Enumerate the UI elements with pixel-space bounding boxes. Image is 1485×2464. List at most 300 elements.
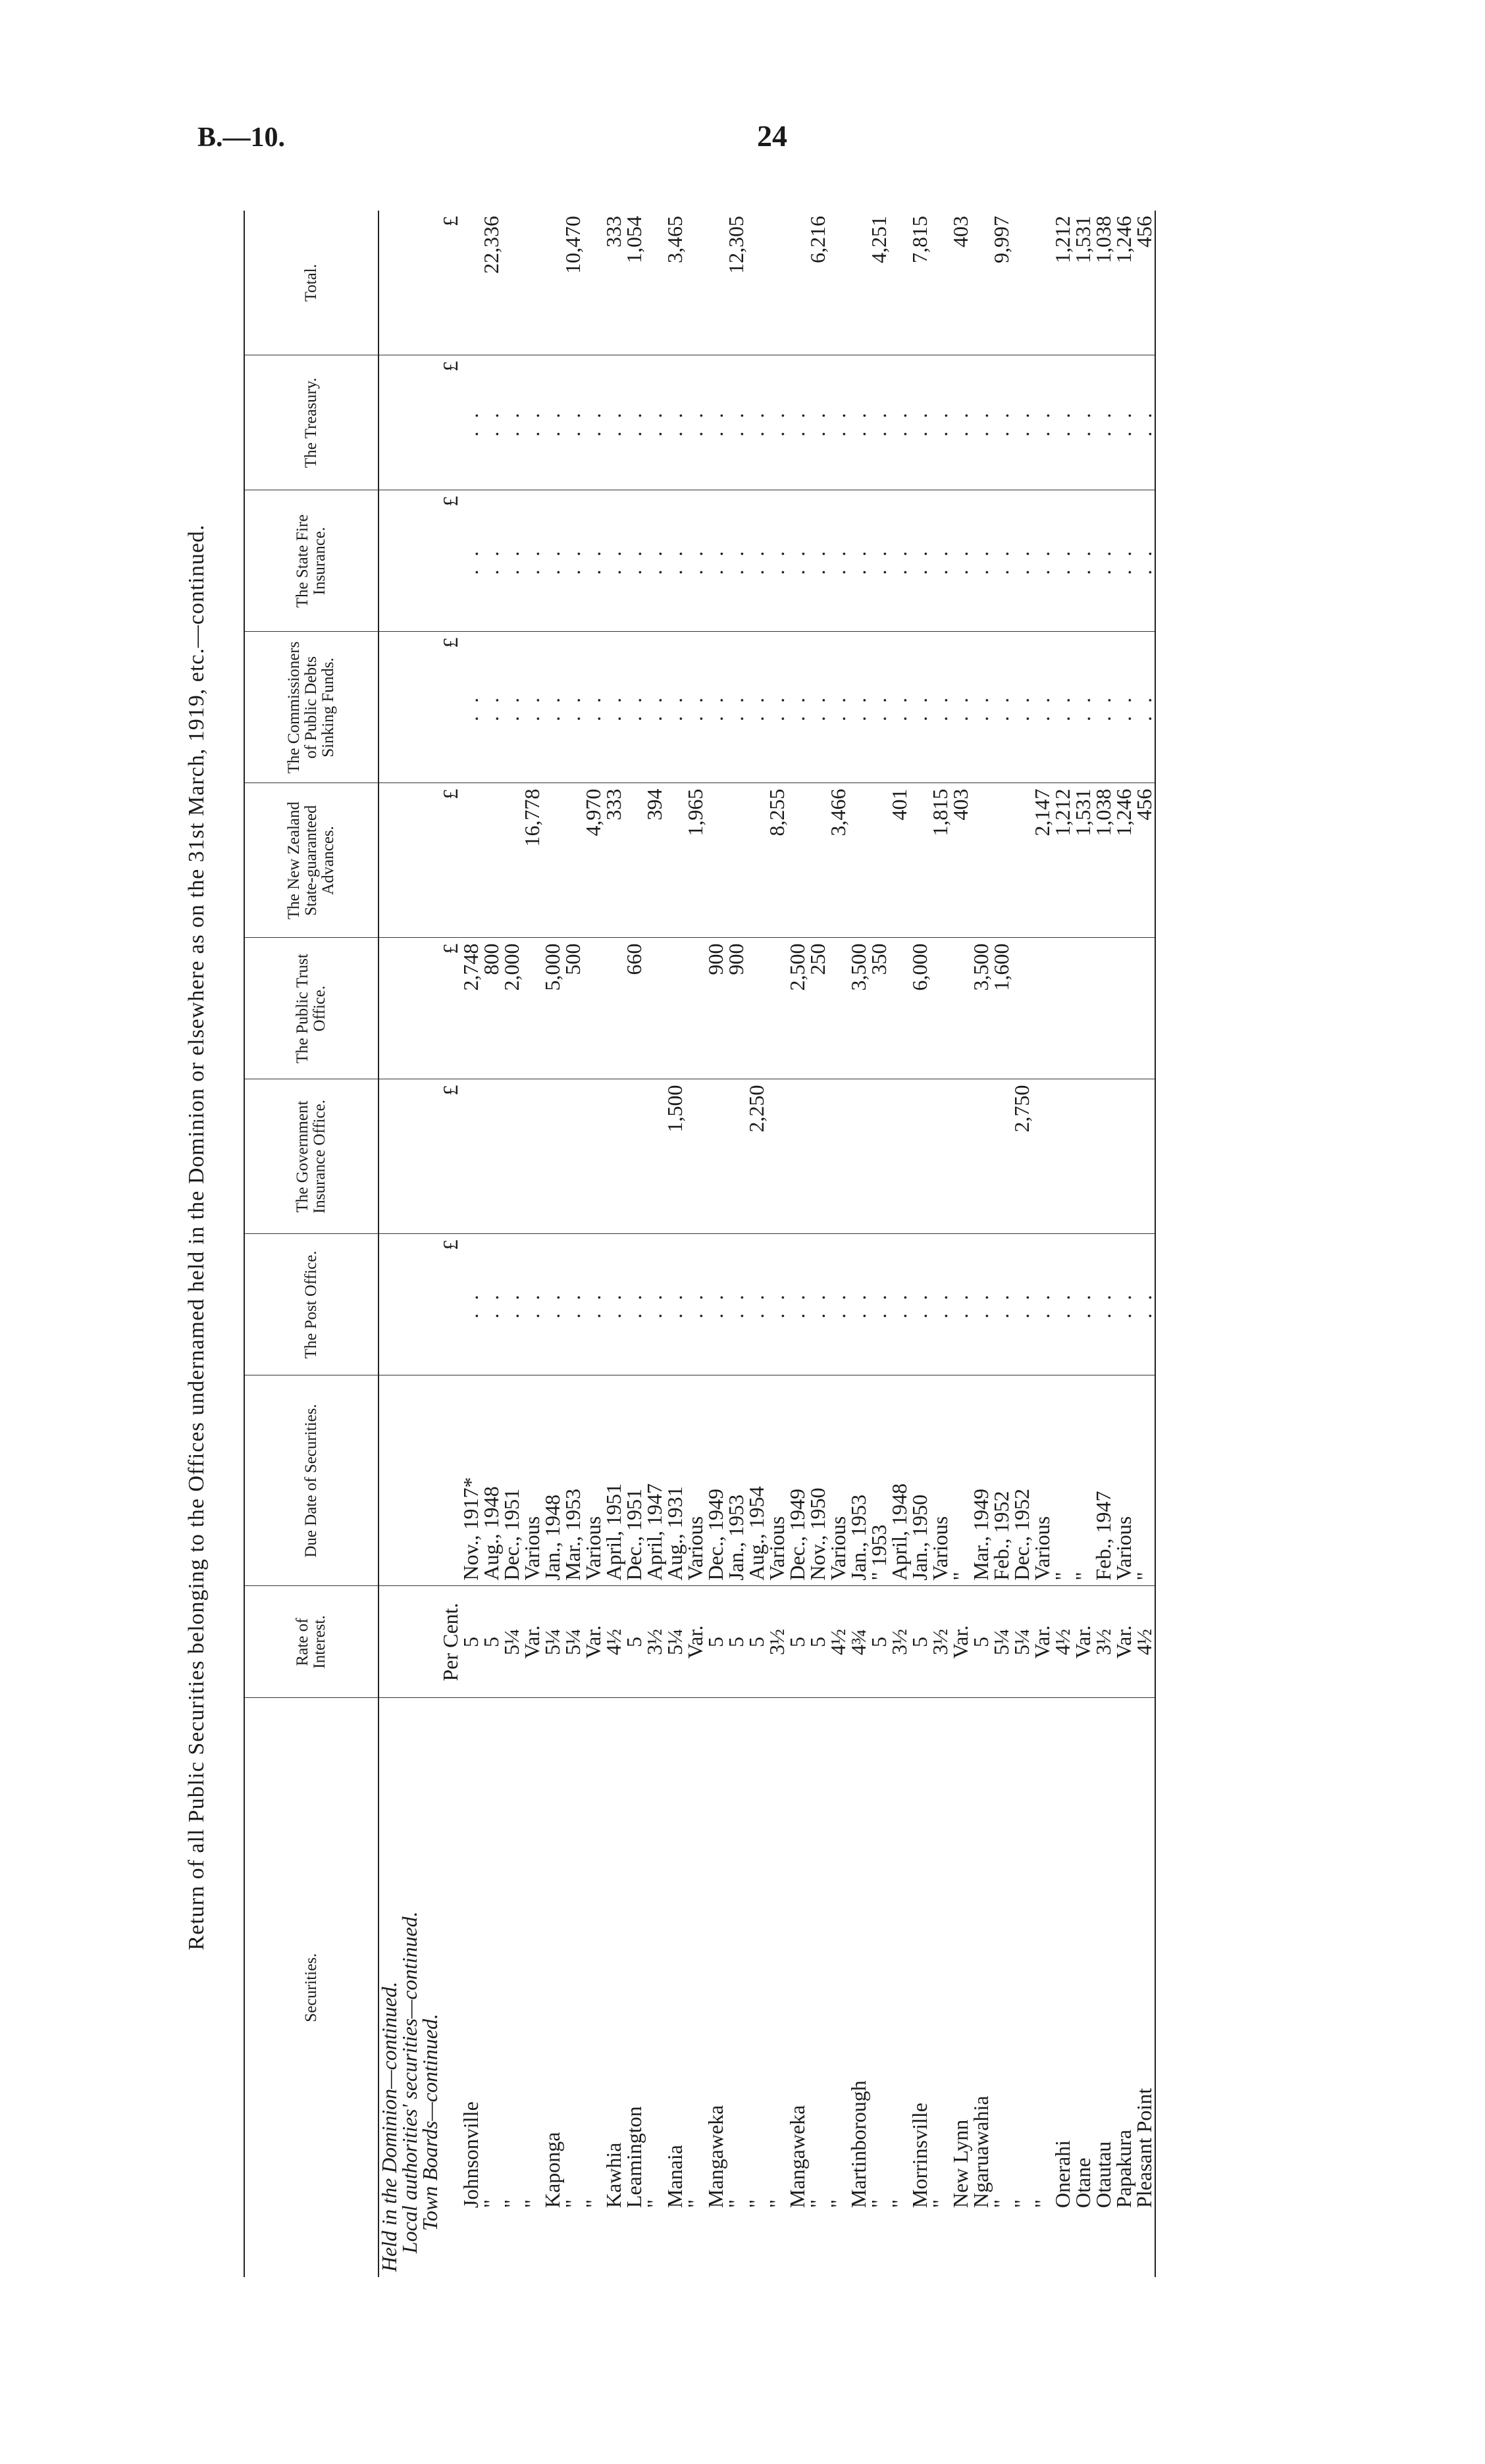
commissioners-cell: . . bbox=[522, 632, 542, 783]
post-office-cell: . . bbox=[461, 1234, 481, 1375]
govt-insurance-cell bbox=[828, 1079, 848, 1234]
commissioners-cell: . . bbox=[848, 632, 869, 783]
table-row bbox=[461, 211, 481, 2277]
total-cell bbox=[461, 211, 481, 355]
total-cell: 403 bbox=[951, 211, 971, 355]
table-row bbox=[665, 211, 685, 2277]
rate-cell: 3½ bbox=[889, 1586, 910, 1698]
commissioners-cell: . . bbox=[889, 632, 910, 783]
heading-town: Town Boards—continued. bbox=[418, 2013, 442, 2231]
security-name: " bbox=[887, 2199, 911, 2208]
commissioners-cell: . . bbox=[808, 632, 828, 783]
table-row bbox=[624, 211, 644, 2277]
post-office-cell: . . bbox=[583, 1234, 604, 1375]
commissioners-cell: . . bbox=[767, 632, 787, 783]
rate-cell: 4¾ bbox=[848, 1586, 869, 1698]
total-cell bbox=[746, 211, 767, 355]
col-total: Total. bbox=[244, 211, 378, 355]
state-fire-cell: . . bbox=[1134, 490, 1155, 632]
post-office-cell: . . bbox=[685, 1234, 706, 1375]
security-name: Mangaweka bbox=[785, 2105, 809, 2208]
col-govt-insurance: The Government Insurance Office. bbox=[244, 1079, 378, 1234]
state-fire-cell: . . bbox=[563, 490, 583, 632]
header-row bbox=[244, 211, 378, 2277]
public-trust-cell: 660 bbox=[624, 938, 644, 1079]
table-row bbox=[991, 211, 1012, 2277]
col-rate: Rate of Interest. bbox=[244, 1586, 378, 1698]
public-trust-cell: 1,600 bbox=[991, 938, 1012, 1079]
state-advances-cell: 1,531 bbox=[1073, 783, 1093, 938]
due-cell: April, 1948 bbox=[889, 1375, 910, 1586]
state-fire-cell: . . bbox=[767, 490, 787, 632]
treasury-cell: . . bbox=[787, 355, 808, 490]
post-office-cell: . . bbox=[481, 1234, 502, 1375]
state-advances-cell bbox=[910, 783, 930, 938]
state-advances-cell bbox=[746, 783, 767, 938]
post-office-cell: . . bbox=[522, 1234, 542, 1375]
post-office-cell: . . bbox=[1114, 1234, 1134, 1375]
treasury-cell: . . bbox=[1073, 355, 1093, 490]
rotated-table-page bbox=[171, 197, 1409, 2290]
due-cell: Nov., 1950 bbox=[808, 1375, 828, 1586]
heading-local: Local authorities' securities—continued. bbox=[398, 1911, 421, 2253]
table-row bbox=[787, 211, 808, 2277]
state-fire-cell: . . bbox=[889, 490, 910, 632]
table-row bbox=[644, 211, 665, 2277]
govt-insurance-cell bbox=[685, 1079, 706, 1234]
security-name: Otane bbox=[1071, 2157, 1095, 2208]
security-name: Ngaruawahia bbox=[969, 2095, 993, 2208]
commissioners-cell: . . bbox=[787, 632, 808, 783]
table-row bbox=[583, 211, 604, 2277]
treasury-cell: . . bbox=[502, 355, 522, 490]
commissioners-cell: . . bbox=[1032, 632, 1053, 783]
rate-cell: 4½ bbox=[1053, 1586, 1073, 1698]
security-name: " bbox=[561, 2199, 585, 2208]
treasury-cell: . . bbox=[1032, 355, 1053, 490]
rate-cell: 5 bbox=[726, 1586, 746, 1698]
govt-insurance-cell bbox=[767, 1079, 787, 1234]
govt-insurance-cell bbox=[991, 1079, 1012, 1234]
security-name: Mangaweka bbox=[704, 2105, 727, 2208]
rate-cell: 4½ bbox=[828, 1586, 848, 1698]
treasury-cell: . . bbox=[604, 355, 624, 490]
table-row bbox=[1114, 211, 1134, 2277]
state-advances-cell bbox=[971, 783, 991, 938]
security-name: Leamington bbox=[622, 2106, 646, 2208]
security-name: " bbox=[1030, 2199, 1054, 2208]
state-advances-cell: 16,778 bbox=[522, 783, 542, 938]
public-trust-cell bbox=[685, 938, 706, 1079]
state-fire-cell: . . bbox=[910, 490, 930, 632]
state-fire-cell: . . bbox=[583, 490, 604, 632]
security-name: Kaponga bbox=[540, 2132, 564, 2208]
total-cell bbox=[522, 211, 542, 355]
due-cell: Dec., 1949 bbox=[706, 1375, 726, 1586]
public-trust-cell bbox=[889, 938, 910, 1079]
total-cell bbox=[767, 211, 787, 355]
treasury-cell: . . bbox=[991, 355, 1012, 490]
treasury-cell: . . bbox=[1134, 355, 1155, 490]
public-trust-cell: 5,000 bbox=[542, 938, 563, 1079]
post-office-cell: . . bbox=[767, 1234, 787, 1375]
post-office-cell: . . bbox=[624, 1234, 644, 1375]
col-treasury: The Treasury. bbox=[244, 355, 378, 490]
units-row bbox=[440, 211, 461, 2277]
table-row bbox=[1012, 211, 1032, 2277]
state-fire-cell: . . bbox=[746, 490, 767, 632]
post-office-cell: . . bbox=[1134, 1234, 1155, 1375]
govt-insurance-cell bbox=[910, 1079, 930, 1234]
due-cell: Various bbox=[767, 1375, 787, 1586]
security-name: Pleasant Point bbox=[1134, 1698, 1155, 2277]
post-office-cell: . . bbox=[706, 1234, 726, 1375]
due-cell: Various bbox=[1032, 1375, 1053, 1586]
govt-insurance-cell bbox=[808, 1079, 828, 1234]
total-cell bbox=[706, 211, 726, 355]
commissioners-cell: . . bbox=[624, 632, 644, 783]
post-office-cell: . . bbox=[1053, 1234, 1073, 1375]
due-cell: " bbox=[1053, 1375, 1073, 1586]
security-name: " bbox=[928, 2199, 952, 2208]
total-cell bbox=[889, 211, 910, 355]
state-advances-cell: 3,466 bbox=[828, 783, 848, 938]
page-number: 24 bbox=[757, 119, 787, 153]
public-trust-cell: 900 bbox=[726, 938, 746, 1079]
post-office-cell: . . bbox=[542, 1234, 563, 1375]
table-row bbox=[930, 211, 951, 2277]
security-name: " bbox=[642, 2199, 666, 2208]
rate-cell: 5 bbox=[706, 1586, 726, 1698]
post-office-cell: . . bbox=[971, 1234, 991, 1375]
public-trust-cell bbox=[604, 938, 624, 1079]
rate-cell: 5¼ bbox=[502, 1586, 522, 1698]
total-cell bbox=[848, 211, 869, 355]
total-cell bbox=[828, 211, 848, 355]
unit-rate: Per Cent. bbox=[440, 1586, 461, 1698]
table-row bbox=[910, 211, 930, 2277]
state-advances-cell bbox=[1012, 783, 1032, 938]
state-fire-cell: . . bbox=[869, 490, 889, 632]
col-post-office: The Post Office. bbox=[244, 1234, 378, 1375]
govt-insurance-cell: 2,750 bbox=[1012, 1079, 1032, 1234]
treasury-cell: . . bbox=[685, 355, 706, 490]
state-fire-cell: . . bbox=[706, 490, 726, 632]
security-name: " bbox=[479, 2199, 503, 2208]
unit-money: £ bbox=[440, 211, 461, 355]
due-cell: Jan., 1948 bbox=[542, 1375, 563, 1586]
public-trust-cell: 250 bbox=[808, 938, 828, 1079]
table-row bbox=[1073, 211, 1093, 2277]
state-advances-cell: 401 bbox=[889, 783, 910, 938]
state-advances-cell bbox=[869, 783, 889, 938]
commissioners-cell: . . bbox=[706, 632, 726, 783]
security-name: " bbox=[581, 2199, 605, 2208]
public-trust-cell: 3,500 bbox=[971, 938, 991, 1079]
rate-cell: 5 bbox=[624, 1586, 644, 1698]
table-row bbox=[869, 211, 889, 2277]
unit-money: £ bbox=[440, 632, 461, 783]
due-cell: Jan., 1953 bbox=[848, 1375, 869, 1586]
post-office-cell: . . bbox=[502, 1234, 522, 1375]
table-row bbox=[685, 211, 706, 2277]
state-advances-cell: 4,970 bbox=[583, 783, 604, 938]
due-cell: Various bbox=[685, 1375, 706, 1586]
govt-insurance-cell bbox=[848, 1079, 869, 1234]
govt-insurance-cell bbox=[1073, 1079, 1093, 1234]
post-office-cell: . . bbox=[644, 1234, 665, 1375]
rate-cell: Var. bbox=[1073, 1586, 1093, 1698]
public-trust-cell bbox=[665, 938, 685, 1079]
state-fire-cell: . . bbox=[848, 490, 869, 632]
heading-held: Held in the Dominion—continued. bbox=[377, 1982, 401, 2272]
due-cell: Dec., 1952 bbox=[1012, 1375, 1032, 1586]
state-fire-cell: . . bbox=[481, 490, 502, 632]
treasury-cell: . . bbox=[971, 355, 991, 490]
commissioners-cell: . . bbox=[563, 632, 583, 783]
treasury-cell: . . bbox=[583, 355, 604, 490]
post-office-cell: . . bbox=[930, 1234, 951, 1375]
total-cell: 1,531 bbox=[1073, 211, 1093, 355]
treasury-cell: . . bbox=[461, 355, 481, 490]
commissioners-cell: . . bbox=[869, 632, 889, 783]
post-office-cell: . . bbox=[991, 1234, 1012, 1375]
treasury-cell: . . bbox=[726, 355, 746, 490]
commissioners-cell: . . bbox=[604, 632, 624, 783]
state-advances-cell: 8,255 bbox=[767, 783, 787, 938]
total-cell: 456 bbox=[1134, 211, 1155, 355]
commissioners-cell: . . bbox=[746, 632, 767, 783]
rate-cell: 5 bbox=[808, 1586, 828, 1698]
treasury-cell: . . bbox=[1093, 355, 1114, 490]
post-office-cell: . . bbox=[848, 1234, 869, 1375]
total-cell bbox=[971, 211, 991, 355]
rate-cell: 3½ bbox=[644, 1586, 665, 1698]
govt-insurance-cell bbox=[951, 1079, 971, 1234]
table-row bbox=[951, 211, 971, 2277]
unit-money: £ bbox=[440, 938, 461, 1079]
total-cell: 4,251 bbox=[869, 211, 889, 355]
post-office-cell: . . bbox=[869, 1234, 889, 1375]
table-row bbox=[971, 211, 991, 2277]
public-trust-cell bbox=[767, 938, 787, 1079]
govt-insurance-cell bbox=[1114, 1079, 1134, 1234]
due-cell: Various bbox=[522, 1375, 542, 1586]
state-fire-cell: . . bbox=[787, 490, 808, 632]
commissioners-cell: . . bbox=[1073, 632, 1093, 783]
total-cell bbox=[787, 211, 808, 355]
commissioners-cell: . . bbox=[644, 632, 665, 783]
state-fire-cell: . . bbox=[951, 490, 971, 632]
table-row bbox=[828, 211, 848, 2277]
treasury-cell: . . bbox=[746, 355, 767, 490]
total-cell: 12,305 bbox=[726, 211, 746, 355]
public-trust-cell: 2,748 bbox=[461, 938, 481, 1079]
rate-cell: 5¼ bbox=[665, 1586, 685, 1698]
col-public-trust: The Public Trust Office. bbox=[244, 938, 378, 1079]
state-advances-cell bbox=[726, 783, 746, 938]
table-row bbox=[706, 211, 726, 2277]
due-cell: Various bbox=[828, 1375, 848, 1586]
govt-insurance-cell bbox=[930, 1079, 951, 1234]
total-cell: 9,997 bbox=[991, 211, 1012, 355]
public-trust-cell: 900 bbox=[706, 938, 726, 1079]
col-state-advances: The New Zealand State-guaranteed Advances. bbox=[244, 783, 378, 938]
table-row bbox=[726, 211, 746, 2277]
col-state-fire: The State Fire Insurance. bbox=[244, 490, 378, 632]
table-row bbox=[808, 211, 828, 2277]
commissioners-cell: . . bbox=[1053, 632, 1073, 783]
state-fire-cell: . . bbox=[726, 490, 746, 632]
treasury-cell: . . bbox=[481, 355, 502, 490]
state-advances-cell bbox=[706, 783, 726, 938]
table-row bbox=[563, 211, 583, 2277]
treasury-cell: . . bbox=[808, 355, 828, 490]
govt-insurance-cell bbox=[604, 1079, 624, 1234]
due-cell: Various bbox=[583, 1375, 604, 1586]
state-advances-cell bbox=[991, 783, 1012, 938]
rate-cell: 4½ bbox=[604, 1586, 624, 1698]
post-office-cell: . . bbox=[1012, 1234, 1032, 1375]
security-name: " bbox=[989, 2199, 1013, 2208]
security-name: " bbox=[867, 2199, 891, 2208]
govt-insurance-cell bbox=[889, 1079, 910, 1234]
state-fire-cell: . . bbox=[1032, 490, 1053, 632]
due-cell: " bbox=[1134, 1375, 1155, 1586]
rate-cell: 5¼ bbox=[542, 1586, 563, 1698]
govt-insurance-cell bbox=[522, 1079, 542, 1234]
state-advances-cell bbox=[848, 783, 869, 938]
security-name: " bbox=[724, 2199, 748, 2208]
state-fire-cell: . . bbox=[502, 490, 522, 632]
rate-cell: Var. bbox=[951, 1586, 971, 1698]
security-name: Onerahi bbox=[1051, 2140, 1074, 2208]
post-office-cell: . . bbox=[563, 1234, 583, 1375]
security-name: " bbox=[744, 2199, 768, 2208]
total-cell: 1,212 bbox=[1053, 211, 1073, 355]
state-advances-cell: 2,147 bbox=[1032, 783, 1053, 938]
security-name: Johnsonville bbox=[459, 2101, 482, 2208]
total-cell: 1,038 bbox=[1093, 211, 1114, 355]
heading-held-row bbox=[378, 211, 400, 2277]
govt-insurance-cell bbox=[644, 1079, 665, 1234]
rate-cell: Var. bbox=[685, 1586, 706, 1698]
public-trust-cell: 3,500 bbox=[848, 938, 869, 1079]
govt-insurance-cell bbox=[1032, 1079, 1053, 1234]
unit-money: £ bbox=[440, 783, 461, 938]
state-advances-cell: 1,965 bbox=[685, 783, 706, 938]
post-office-cell: . . bbox=[746, 1234, 767, 1375]
govt-insurance-cell bbox=[624, 1079, 644, 1234]
treasury-cell: . . bbox=[930, 355, 951, 490]
post-office-cell: . . bbox=[1073, 1234, 1093, 1375]
public-trust-cell bbox=[522, 938, 542, 1079]
commissioners-cell: . . bbox=[481, 632, 502, 783]
rate-cell: 5 bbox=[869, 1586, 889, 1698]
treasury-cell: . . bbox=[522, 355, 542, 490]
due-cell: " 1953 bbox=[869, 1375, 889, 1586]
commissioners-cell: . . bbox=[930, 632, 951, 783]
due-cell: Mar., 1949 bbox=[971, 1375, 991, 1586]
state-fire-cell: . . bbox=[542, 490, 563, 632]
treasury-cell: . . bbox=[1053, 355, 1073, 490]
govt-insurance-cell bbox=[563, 1079, 583, 1234]
table-row bbox=[1093, 211, 1114, 2277]
commissioners-cell: . . bbox=[828, 632, 848, 783]
post-office-cell: . . bbox=[889, 1234, 910, 1375]
state-fire-cell: . . bbox=[828, 490, 848, 632]
state-advances-cell: 1,038 bbox=[1093, 783, 1114, 938]
post-office-cell: . . bbox=[604, 1234, 624, 1375]
securities-table bbox=[244, 211, 1156, 2277]
govt-insurance-cell: 1,500 bbox=[665, 1079, 685, 1234]
commissioners-cell: . . bbox=[583, 632, 604, 783]
govt-insurance-cell bbox=[706, 1079, 726, 1234]
security-name: " bbox=[500, 2199, 523, 2208]
security-name: " bbox=[806, 2199, 829, 2208]
rate-cell: 5¼ bbox=[563, 1586, 583, 1698]
state-advances-cell: 1,815 bbox=[930, 783, 951, 938]
govt-insurance-cell bbox=[502, 1079, 522, 1234]
col-commissioners: The Commissioners of Public Debts Sinking Funds. bbox=[244, 632, 378, 783]
state-fire-cell: . . bbox=[971, 490, 991, 632]
table-row bbox=[542, 211, 563, 2277]
public-trust-cell bbox=[1114, 938, 1134, 1079]
treasury-cell: . . bbox=[1012, 355, 1032, 490]
unit-money: £ bbox=[440, 1079, 461, 1234]
public-trust-cell: 6,000 bbox=[910, 938, 930, 1079]
total-cell bbox=[583, 211, 604, 355]
treasury-cell: . . bbox=[951, 355, 971, 490]
state-advances-cell bbox=[624, 783, 644, 938]
security-name: Papakura bbox=[1112, 2129, 1135, 2208]
total-cell: 333 bbox=[604, 211, 624, 355]
table-row bbox=[767, 211, 787, 2277]
due-cell: Dec., 1949 bbox=[787, 1375, 808, 1586]
state-advances-cell bbox=[808, 783, 828, 938]
treasury-cell: . . bbox=[624, 355, 644, 490]
post-office-cell: . . bbox=[726, 1234, 746, 1375]
due-cell: April, 1947 bbox=[644, 1375, 665, 1586]
commissioners-cell: . . bbox=[971, 632, 991, 783]
due-cell: Various bbox=[930, 1375, 951, 1586]
series-code: B.—10. bbox=[197, 122, 286, 153]
commissioners-cell: . . bbox=[461, 632, 481, 783]
due-cell: Dec., 1951 bbox=[502, 1375, 522, 1586]
treasury-cell: . . bbox=[644, 355, 665, 490]
rate-cell: 5 bbox=[971, 1586, 991, 1698]
state-advances-cell bbox=[502, 783, 522, 938]
public-trust-cell bbox=[583, 938, 604, 1079]
total-cell bbox=[644, 211, 665, 355]
govt-insurance-cell bbox=[869, 1079, 889, 1234]
public-trust-cell: 350 bbox=[869, 938, 889, 1079]
due-cell: Dec., 1951 bbox=[624, 1375, 644, 1586]
state-fire-cell: . . bbox=[685, 490, 706, 632]
rate-cell: 4½ bbox=[1134, 1586, 1155, 1698]
public-trust-cell bbox=[1093, 938, 1114, 1079]
security-name: " bbox=[1010, 2199, 1033, 2208]
total-cell: 3,465 bbox=[665, 211, 685, 355]
table-row bbox=[746, 211, 767, 2277]
state-advances-cell: 1,246 bbox=[1114, 783, 1134, 938]
security-name: " bbox=[765, 2199, 789, 2208]
table-row bbox=[502, 211, 522, 2277]
public-trust-cell bbox=[1073, 938, 1093, 1079]
commissioners-cell: . . bbox=[1012, 632, 1032, 783]
rate-cell: 3½ bbox=[1093, 1586, 1114, 1698]
public-trust-cell bbox=[1032, 938, 1053, 1079]
